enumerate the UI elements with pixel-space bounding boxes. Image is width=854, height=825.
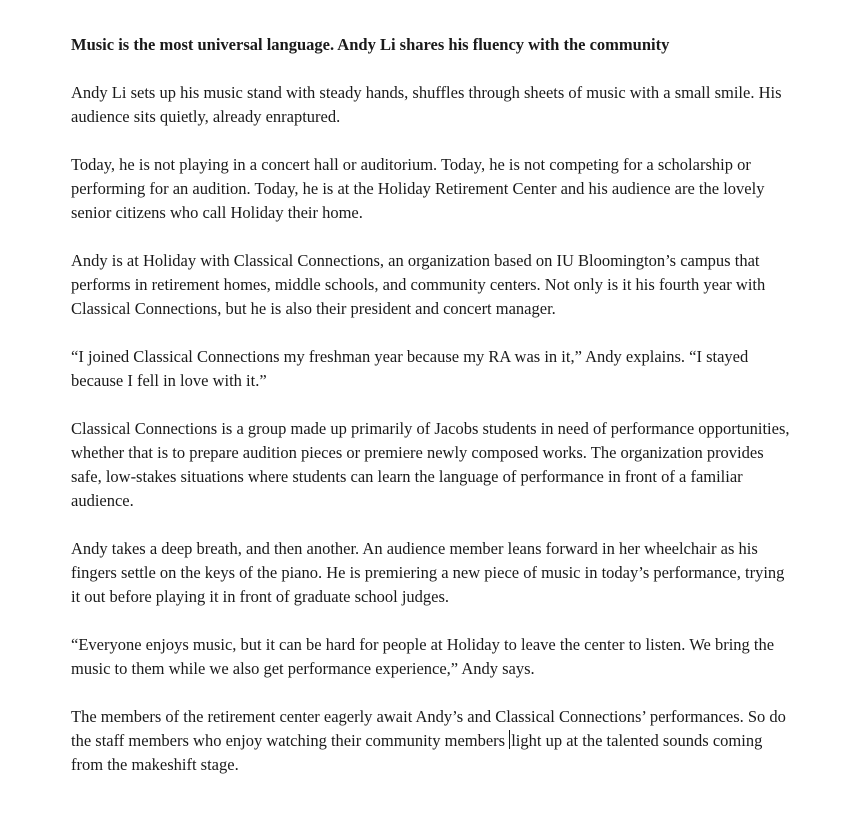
paragraph-1: Andy Li sets up his music stand with steady hands, shuffles through sheets of music with a small smile. His audience sits quietly, already enraptured.: [71, 83, 782, 126]
paragraph-6: Andy takes a deep breath, and then another. An audience member leans forward in her wheelchair as his fingers settle on the keys of the piano. He is premiering a new piece of music in today’s performance, trying it out before playing it in front of graduate school judges.: [71, 539, 785, 606]
paragraph-5: Classical Connections is a group made up primarily of Jacobs students in need of performance opportunities, whether that is to prepare audition pieces or premiere newly composed works. The organization provides safe, low-stakes situations where students can learn the language of performance in front of a familiar audience.: [71, 419, 790, 510]
document-body[interactable]: [71, 33, 791, 801]
paragraph-8-before-cursor: The members of the retirement center eagerly await Andy’s and Classical Connections’ performances. So do the staff members who enjoy watching their community members: [71, 707, 786, 750]
paragraph-7: “Everyone enjoys music, but it can be hard for people at Holiday to leave the center to listen. We bring the music to them while we also get performance experience,” Andy says.: [71, 635, 775, 678]
paragraph-2: Today, he is not playing in a concert hall or auditorium. Today, he is not competing for a scholarship or performing for an audition. Today, he is at the Holiday Retirement Center and his audience are the lovely senior citizens who call Holiday their home.: [71, 155, 765, 222]
paragraph-3: Andy is at Holiday with Classical Connections, an organization based on IU Bloomington’s campus that performs in retirement homes, middle schools, and community centers. Not only is it his fourth year with Classical Connections, but he is also their president and concert manager.: [71, 251, 766, 318]
article-title: Music is the most universal language. Andy Li shares his fluency with the community: [71, 35, 670, 54]
paragraph-8-after-cursor: light up at the talented sounds coming from the makeshift stage.: [71, 731, 763, 774]
paragraph-4: “I joined Classical Connections my freshman year because my RA was in it,” Andy explains. “I stayed because I fell in love with it.”: [71, 347, 749, 390]
paragraph-8: [71, 705, 791, 777]
